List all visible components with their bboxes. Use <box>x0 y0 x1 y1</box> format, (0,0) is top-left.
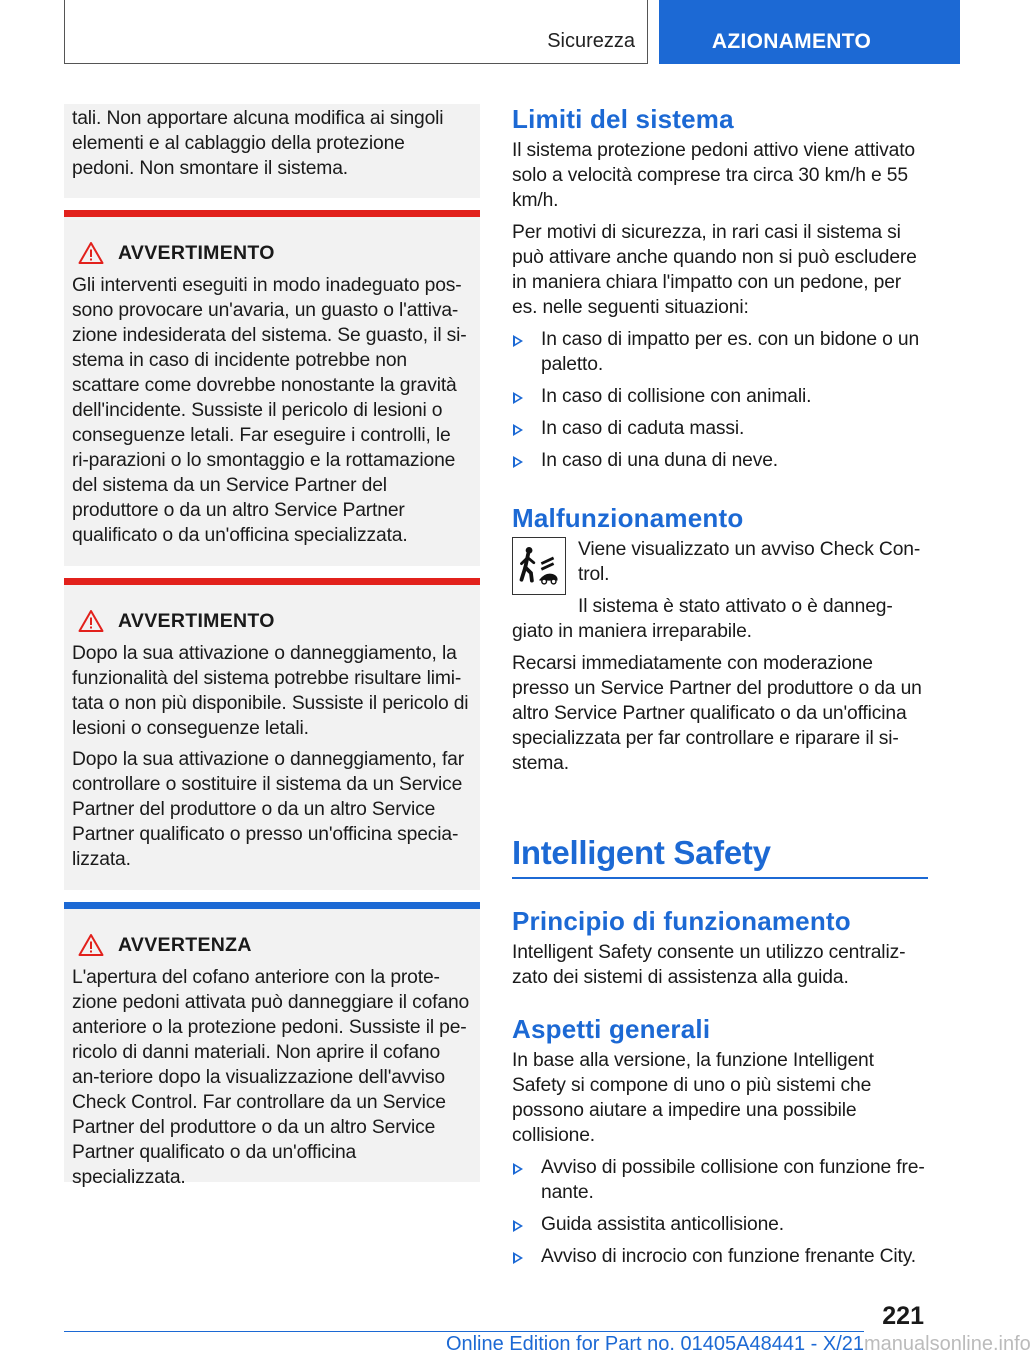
warning-bar <box>64 578 480 585</box>
list-item: Avviso di incrocio con funzione frenante City. <box>512 1244 928 1269</box>
note-box <box>64 104 480 198</box>
warning-title: AVVERTIMENTO <box>118 241 275 264</box>
watermark: manualsonline.info <box>864 1333 1031 1355</box>
pedestrian-protection-icon <box>512 537 566 595</box>
warning-text: Dopo la sua attivazione o danneggiamento, far controllare o sostituire il sistema da un Service Partner del produttore o da un altro Service Partner qualificato o presso un'officina specia-lizzata. <box>72 749 464 870</box>
list-item: In caso di impatto per es. con un bidone o un paletto. <box>512 327 928 377</box>
chapter-tab[interactable] <box>659 0 960 64</box>
page-number: 221 <box>882 1302 924 1330</box>
footer-rule <box>64 1331 864 1332</box>
notice-box <box>64 902 480 1188</box>
list-item: In caso di caduta massi. <box>512 416 928 441</box>
header-box <box>64 0 648 64</box>
warning-triangle-icon <box>78 241 104 265</box>
principle-heading: Principio di funzionamento <box>512 906 851 936</box>
triangle-bullet-icon <box>513 1220 523 1232</box>
triangle-bullet-icon <box>513 456 523 468</box>
notice-title: AVVERTENZA <box>118 933 252 956</box>
malfunction-heading: Malfunzionamento <box>512 503 744 533</box>
malfunction-paragraph-2: Il sistema è stato attivato o è danneg- <box>578 596 893 617</box>
limits-paragraph-1: Il sistema protezione pedoni attivo viene attivato solo a velocità comprese tra circa 30 km/h e 55 km/h. <box>512 140 915 211</box>
general-text: In base alla versione, la funzione Intelligent Safety si compone di uno o più sistemi che possono aiutare a impedire una possibile collisione. <box>512 1050 874 1146</box>
warning-triangle-icon <box>78 609 104 633</box>
warning-triangle-icon <box>78 933 104 957</box>
limits-section <box>512 104 928 480</box>
warning-box-2 <box>64 578 480 890</box>
chapter-tab-label: AZIONAMENTO <box>711 30 872 53</box>
warning-bar <box>64 210 480 217</box>
warning-text: Gli interventi eseguiti in modo inadeguato pos-sono provocare un'avaria, un guasto o l'attiva-zione indesiderata del sistema. Se guasto, il si-stema in caso di incidente potrebbe non scattare come dovrebbe nonostante la gravità dell'incidente. Sussiste il pericolo di lesioni o conseguenze letali. Far eseguire i controlli, le ri-parazioni o lo smontaggio e la rottamazione del sistema da un Service Partner del produttore o da un altro Service Partner qualificato o da un'officina specializzata. <box>72 275 467 546</box>
intelligent-safety-section <box>512 833 928 1276</box>
list-item: Avviso di possibile collisione con funzione fre-nante. <box>512 1155 928 1205</box>
malfunction-paragraph-2-cont: giato in maniera irreparabile. <box>512 621 752 642</box>
chapter-heading: Intelligent Safety <box>512 834 771 871</box>
limits-heading: Limiti del sistema <box>512 104 734 134</box>
principle-text: Intelligent Safety consente un utilizzo centraliz-zato dei sistemi di assistenza alla guida. <box>512 942 906 988</box>
limits-paragraph-2: Per motivi di sicurezza, in rari casi il sistema si può attivare anche quando non si può escludere in maniera chiara l'impatto con un pedone, per es. nelle seguenti situazioni: <box>512 222 917 318</box>
malfunction-paragraph-1: Viene visualizzato un avviso Check Con-trol. <box>578 539 921 585</box>
triangle-bullet-icon <box>513 335 523 347</box>
triangle-bullet-icon <box>513 424 523 436</box>
general-heading: Aspetti generali <box>512 1014 711 1044</box>
edition-text: Online Edition for Part no. 01405A48441 - X/21 <box>445 1333 864 1355</box>
triangle-bullet-icon <box>513 1252 523 1264</box>
notice-text: L'apertura del cofano anteriore con la prote-zione pedoni attivata può danneggiare il cofano anteriore o la protezione pedoni. Sussiste il pe-ricolo di danni materiali. Non aprire il cofano an-teriore dopo la visualizzazione dell'avviso Check Control. Far controllare da un Service Partner del produttore o da un altro Service Partner qualificato o da un'officina specializzata. <box>72 967 470 1188</box>
list-item: Guida assistita anticollisione. <box>512 1212 928 1237</box>
section-title: Sicurezza <box>547 30 635 52</box>
notice-bar <box>64 902 480 909</box>
warning-title: AVVERTIMENTO <box>118 609 275 632</box>
triangle-bullet-icon <box>513 392 523 404</box>
malfunction-section <box>512 503 928 776</box>
list-item: In caso di collisione con animali. <box>512 384 928 409</box>
warning-box-1 <box>64 210 480 566</box>
list-item: In caso di una duna di neve. <box>512 448 928 473</box>
note-text: tali. Non apportare alcuna modifica ai singoli elementi e al cablaggio della protezione pedoni. Non smontare il sistema. <box>72 108 444 179</box>
triangle-bullet-icon <box>513 1163 523 1175</box>
malfunction-paragraph-3: Recarsi immediatamente con moderazione presso un Service Partner del produttore o da un altro Service Partner qualificato o da un'officina specializzata per far controllare e riparare il si-stema. <box>512 653 922 774</box>
chapter-rule <box>512 877 928 879</box>
warning-text: Dopo la sua attivazione o danneggiamento, la funzionalità del sistema potrebbe risultare limi-tata o non più disponibile. Sussiste il pericolo di lesioni o conseguenze letali. <box>72 643 469 739</box>
